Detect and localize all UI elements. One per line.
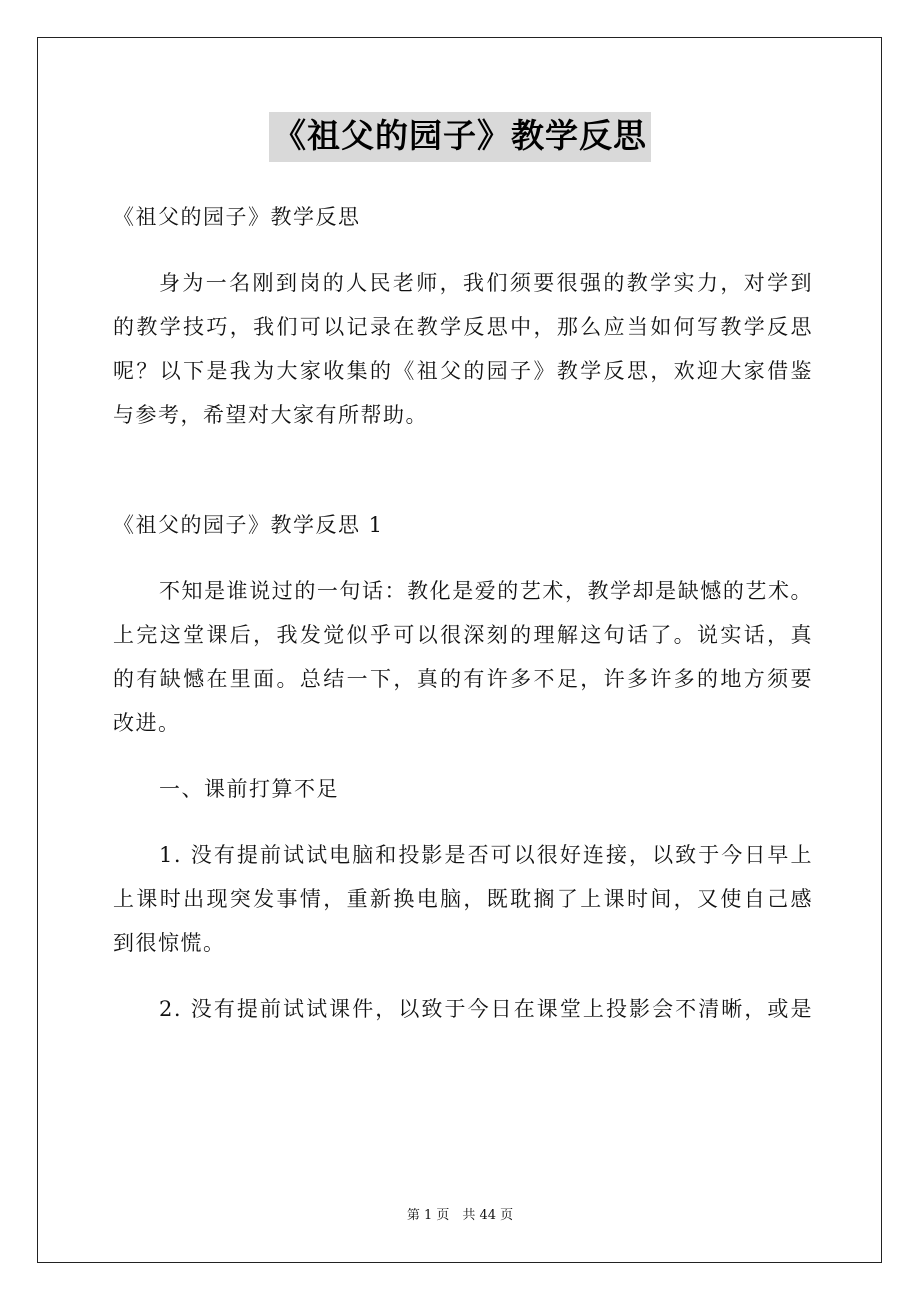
subheading-1: 一、课前打算不足	[159, 777, 339, 801]
item1-line-3: 到很惊慌。	[113, 931, 226, 955]
section1-line-2: 上完这堂课后，我发觉似乎可以很深刻的理解这句话了。说实话，真	[113, 623, 813, 647]
intro-heading: 《祖父的园子》教学反思	[113, 205, 361, 229]
item2-line-1: 2. 没有提前试试课件，以致于今日在课堂上投影会不清晰，或是	[159, 997, 813, 1021]
title-block	[0, 112, 920, 162]
section1-line-1: 不知是谁说过的一句话：教化是爱的艺术，教学却是缺憾的艺术。	[159, 579, 813, 603]
section1-heading: 《祖父的园子》教学反思 1	[113, 513, 384, 537]
document-title: 《祖父的园子》教学反思	[269, 112, 651, 162]
item1-line-1: 1. 没有提前试试电脑和投影是否可以很好连接，以致于今日早上	[159, 843, 813, 867]
intro-line-2: 的教学技巧，我们可以记录在教学反思中，那么应当如何写教学反思	[113, 315, 813, 339]
document-body	[113, 195, 813, 1031]
intro-line-4: 与参考，希望对大家有所帮助。	[113, 403, 428, 427]
page-footer	[0, 1204, 920, 1223]
item1-line-2: 上课时出现突发事情，重新换电脑，既耽搁了上课时间，又使自己感	[113, 887, 813, 911]
page-number: 第 1 页 共 44 页	[406, 1208, 514, 1223]
intro-line-1: 身为一名刚到岗的人民老师，我们须要很强的教学实力，对学到	[159, 271, 813, 295]
section1-line-3: 的有缺憾在里面。总结一下，真的有许多不足，许多许多的地方须要	[113, 667, 813, 691]
intro-line-3: 呢？以下是我为大家收集的《祖父的园子》教学反思，欢迎大家借鉴	[113, 359, 813, 383]
section1-line-4: 改进。	[113, 711, 181, 735]
